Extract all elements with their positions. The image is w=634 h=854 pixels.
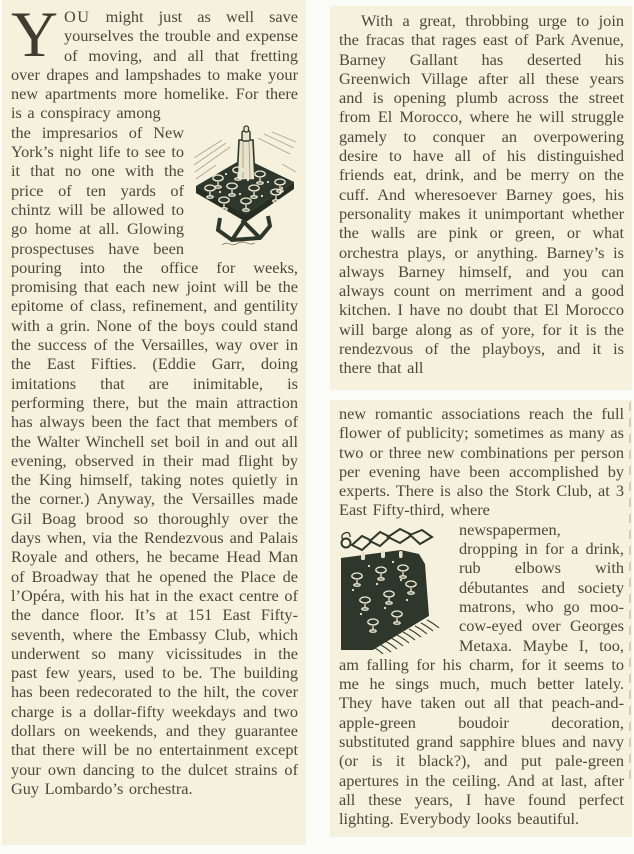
right-paragraph-2-body-text: newspapermen, dropping in for a drink, rub elbows with débutantes and society matrons, who go moo-cow-eyed over Georges Metaxa. Maybe I, too, am falling for his charm, for it seems to me he sings much, much better lately. They have taken out all that peach-and-apple-green boudoir decoration, substituted grand sapphire blues and navy (or is it black?), and put pale-green apertures in the ceiling. And at last, after all these years, I have found perfect lighting. Everybody looks beautiful. [339, 519, 624, 829]
left-paragraph-intro [11, 0, 298, 123]
left-paragraph-body-text: the impresarios of New York’s night life to see to it that no one with the price of ten yards of chintz will be allowed to go home at all. Glowing prospectuses have been pouring into the office for weeks, promising that each new joint will be the epitome of class, refinement, and gentility with a grin. None of the boys could stand the success of the Versailles, way over in the East Fifties. (Eddie Garr, doing imitations that are inimitable, is performing there, but the main attraction has always been the fact that members of the Walter Winchell set boil in and out all evening, observed in their mad flight by the King himself, taking notes quietly in the corner.) Anyway, the Versailles made Gil Boag brood so thoroughly over the days when, via the Rendezvous and Palais Royale and others, he became Head Man of Broadway that he opened the Place de l’Opéra, with his hat in the exact centre of the dance floor. It’s at 151 East Fifty-seventh, where the Embassy Club, which underwent so many vicissitudes in the past few years, used to be. The building has been redecorated to the hilt, the cover charge is a dollar-fifty weekdays and two dollars on weekends, and they guarantee that there will be no entertainment except your own dancing to the dulcet strains of Guy Lombardo’s orchestra. [11, 122, 298, 798]
left-paragraph-body [11, 123, 298, 798]
drop-cap-lead-in: OU [63, 7, 91, 26]
cocktail-table-illustration [192, 124, 298, 250]
left-paragraph-intro-text: might just as well save yourselves the trouble and expense of moving, and all that fretting over drapes and lampshades to make your new apartments more homelike. For there is a conspiracy among [11, 7, 298, 123]
right-column-block-2 [330, 400, 632, 837]
cocktail-shaker [237, 126, 255, 180]
right-paragraph-1-text: With a great, throbbing urge to join the fracas that rages east of Park Avenue, Barney Gallant has deserted his Greenwich Village after all these years and is opening plumb across the street from El Morocco, where he will struggle gamely to conquer an overpowering desire to have all of his distinguished friends eat, drink, and be merry on the cuff. And wheresoever Barney goes, his personality makes it unimportant whether the walls are pink or green, or what orchestra plays, or anything. Barney’s is always Barney himself, and you can always count on merriment and a good kitchen. I have no doubt that El Morocco will barge along as of yore, for it is the rendezvous of the playboys, and it is there that all [339, 11, 624, 378]
right-paragraph-1 [339, 11, 624, 378]
artist-signature [222, 242, 255, 245]
right-paragraph-2-intro [339, 404, 624, 520]
page-edge-rule [629, 402, 631, 782]
right-paragraph-2-body [339, 520, 624, 829]
right-paragraph-2-intro-text: new romantic associations reach the full flower of publicity; sometimes as many as two or three new combinations per person per evening have been accomplished by experts. There is also the Stork Club, at 3 East Fifty-third, where [339, 404, 624, 520]
drop-cap: Y [11, 0, 58, 71]
stork-club-table-illustration [339, 522, 449, 654]
lozenge-garland [342, 529, 433, 550]
right-column-block-1 [330, 6, 632, 390]
left-column [2, 0, 306, 845]
